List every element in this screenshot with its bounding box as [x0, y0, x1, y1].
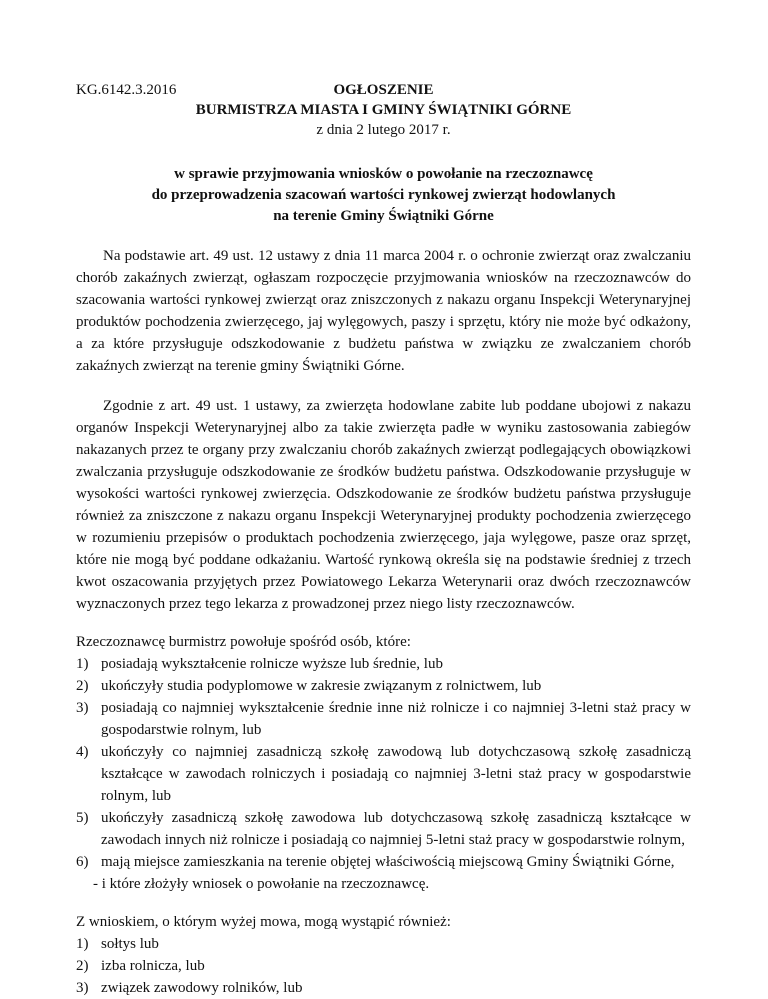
list-item-number: 1)	[76, 936, 89, 952]
list-item-text: związek zawodowy rolników, lub	[101, 980, 303, 996]
list-2-intro: Z wnioskiem, o którym wyżej mowa, mogą wystąpić również:	[76, 914, 451, 930]
list-item	[76, 955, 691, 977]
applicants-list	[76, 933, 691, 999]
list-item	[76, 807, 691, 851]
list-item-text: sołtys lub	[101, 936, 159, 952]
list-item-text: ukończyły studia podyplomowe w zakresie związanym z rolnictwem, lub	[101, 678, 542, 694]
qualifications-list	[76, 653, 691, 873]
subject-line-1: w sprawie przyjmowania wniosków o powołanie na rzeczoznawcę	[174, 166, 593, 182]
list-item	[76, 851, 691, 873]
list-item	[76, 741, 691, 807]
list-item-text: ukończyły co najmniej zasadniczą szkołę zawodową lub dotychczasową szkołę zasadniczą kształcące w zawodach rolniczych i posiadają co najmniej 3-letni staż pracy w gospodarstwie rolnym, lub	[101, 744, 691, 804]
list-item	[76, 697, 691, 741]
paragraph-legal-basis: Na podstawie art. 49 ust. 12 ustawy z dnia 11 marca 2004 r. o ochronie zwierząt oraz zwalczaniu chorób zakaźnych zwierząt, ogłaszam rozpoczęcie przyjmowania wniosków na rzeczoznawców do szacowania wartości rynkowej zwierząt oraz zniszczonych z nakazu organu Inspekcji Weterynaryjnej produktów pochodzenia zwierzęcego, jaj wylęgowych, paszy i sprzętu, który nie może być odkażony, a za które przysługuje odszkodowanie z budżetu państwa w związku ze zwalczaniem chorób zakaźnych zwierząt na terenie gminy Świątniki Górne.	[76, 248, 691, 374]
list-item-number: 6)	[76, 854, 89, 870]
list-1-intro: Rzeczoznawcę burmistrz powołuje spośród osób, które:	[76, 634, 411, 650]
document-header	[76, 0, 691, 140]
list-item-number: 4)	[76, 744, 89, 760]
list-item-number: 1)	[76, 656, 89, 672]
list-item	[76, 653, 691, 675]
list-item-number: 5)	[76, 810, 89, 826]
list-item-text: posiadają wykształcenie rolnicze wyższe lub średnie, lub	[101, 656, 443, 672]
list-item-text: izba rolnicza, lub	[101, 958, 205, 974]
document-date: z dnia 2 lutego 2017 r.	[316, 122, 451, 138]
list-item-number: 2)	[76, 958, 89, 974]
subject-line-3: na terenie Gminy Świątniki Górne	[273, 208, 494, 224]
list-item-text: ukończyły zasadniczą szkołę zawodowa lub dotychczasową szkołę zasadniczą kształcące w zawodach innych niż rolnicze i posiadają co najmniej 5-letni staż pracy w gospodarstwie rolnym,	[101, 810, 691, 848]
list-item	[76, 675, 691, 697]
document-subject	[76, 164, 691, 227]
paragraph-compensation: Zgodnie z art. 49 ust. 1 ustawy, za zwierzęta hodowlane zabite lub poddane ubojowi z nakazu organów Inspekcji Weterynaryjnej albo za takie zwierzęta padłe w wyniku zastosowania zabiegów nakazanych przez te organy przy zwalczaniu chorób zakaźnych zwierząt podlegających obowiązkowi zwalczania przysługuje odszkodowanie ze środków budżetu państwa. Odszkodowanie przysługuje w wysokości wartości rynkowej zwierzęcia. Odszkodowanie ze środków budżetu państwa przysługuje również za zniszczone z nakazu organu Inspekcji Weterynaryjnej produkty pochodzenia zwierzęcego w rozumieniu przepisów o produktach pochodzenia zwierzęcego, jaja wylęgowe, pasze oraz sprzęt, które nie mogą być poddane odkażaniu. Wartość rynkową określa się na podstawie średniej z trzech kwot oszacowania przyjętych przez Powiatowego Lekarza Weterynarii oraz dwóch rzeczoznawców wyznaczonych przez tego lekarza z prowadzonej przez niego listy rzeczoznawców.	[76, 398, 691, 612]
reference-number: KG.6142.3.2016	[76, 82, 177, 98]
list-item	[76, 933, 691, 955]
list-item-text: posiadają co najmniej wykształcenie średnie inne niż rolnicze i co najmniej 3-letni staż pracy w gospodarstwie rolnym, lub	[101, 700, 691, 738]
subject-line-2: do przeprowadzenia szacowań wartości rynkowej zwierząt hodowlanych	[151, 187, 616, 203]
list-item-number: 2)	[76, 678, 89, 694]
list-item-number: 3)	[76, 980, 89, 996]
list-item-text: mają miejsce zamieszkania na terenie objętej właściwością miejscową Gminy Świątniki Górne,	[101, 854, 675, 870]
title-line-2: BURMISTRZA MIASTA I GMINY ŚWIĄTNIKI GÓRNE	[195, 102, 572, 118]
title-line-1: OGŁOSZENIE	[333, 82, 434, 98]
list-item	[76, 977, 691, 999]
list-1-closing: - i które złożyły wniosek o powołanie na rzeczoznawcę.	[93, 876, 430, 892]
list-item-number: 3)	[76, 700, 89, 716]
